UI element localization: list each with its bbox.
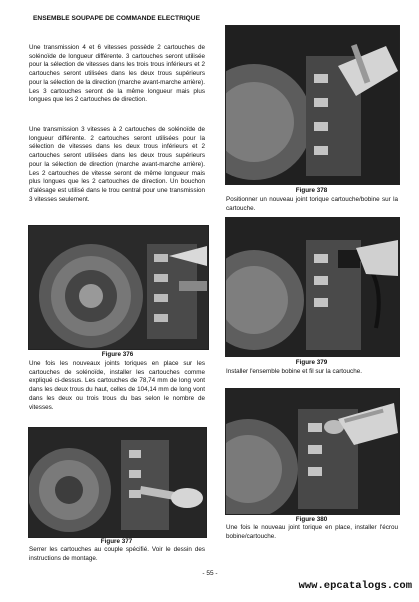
paragraph-4-6-speed: Une transmission 4 et 6 vitesses possède 2 cartouches de solénoïde de longueur différente. 3 cartouches seront utilisée pour la sélection de vitesses dans les trois trous inférieurs et 2 cartouches seront utilisées dans les deux trous supérieurs pour la sélection de la direction (marche avant-marche arrière). Les 3 cartouches seront de la même longueur mais plus longues que les 2 cartouches de direction. (29, 44, 205, 104)
page-number: - 55 - (202, 570, 218, 577)
watermark-url: www.epcatalogs.com (298, 580, 412, 592)
paragraph-3-speed: Une transmission 3 vitesses à 2 cartouches de solénoïde de longueur différente. 2 cartouches seront utilisées pour la sélection de vitesses dans les deux trous inférieurs et 2 cartouches seront utilisées dans les deux trous supérieurs pour la sélection de direction (marche avant-marche arrière). Les 2 cartouches de vitesse seront de même longueur mais plus longues que les 2 cartouches de direction. Un bouchon d'alésage est utilisé dans le trou central pour une transmission 3 vitesses seulement. (29, 126, 205, 203)
figure-378-photo (225, 25, 400, 185)
paragraph-torque: Serrer les cartouches au couple spécifié. Voir le dessin des instructions de montage. (29, 546, 205, 562)
transmission-photo-380 (226, 389, 399, 514)
transmission-photo-378 (226, 26, 399, 184)
figure-380-photo (225, 388, 400, 515)
figure-376-photo (28, 225, 209, 350)
transmission-photo-379 (226, 218, 399, 356)
paragraph-coil-wire: Installer l'ensemble bobine et fil sur la cartouche. (226, 368, 362, 375)
transmission-photo-376 (29, 226, 208, 349)
transmission-photo-377 (29, 428, 206, 537)
paragraph-coil-nut: Une fois le nouveau joint torique en place, installer l'écrou bobine/cartouche. (226, 524, 398, 540)
figure-377-photo (28, 427, 207, 538)
figure-377-caption: Figure 377 (100, 538, 133, 545)
figure-380-caption: Figure 380 (295, 516, 328, 523)
figure-379-photo (225, 217, 400, 357)
paragraph-o-ring: Positionner un nouveau joint torique cartouche/bobine sur la cartouche. (226, 196, 398, 212)
paragraph-install-cartridges: Une fois les nouveaux joints toriques en place sur les cartouches de solénoïde, installer les cartouches comme expliqué ci-dessus. Les cartouches de 78,74 mm de long vont dans les deux trous du haut, celles de 104,14 mm de long vont dans les deux ou trois trous du bas selon le nombre de vitesses. (29, 360, 205, 411)
figure-376-caption: Figure 376 (101, 351, 134, 358)
figure-379-caption: Figure 379 (295, 359, 328, 366)
section-title: ENSEMBLE SOUPAPE DE COMMANDE ELECTRIQUE (33, 15, 200, 22)
figure-378-caption: Figure 378 (295, 187, 328, 194)
